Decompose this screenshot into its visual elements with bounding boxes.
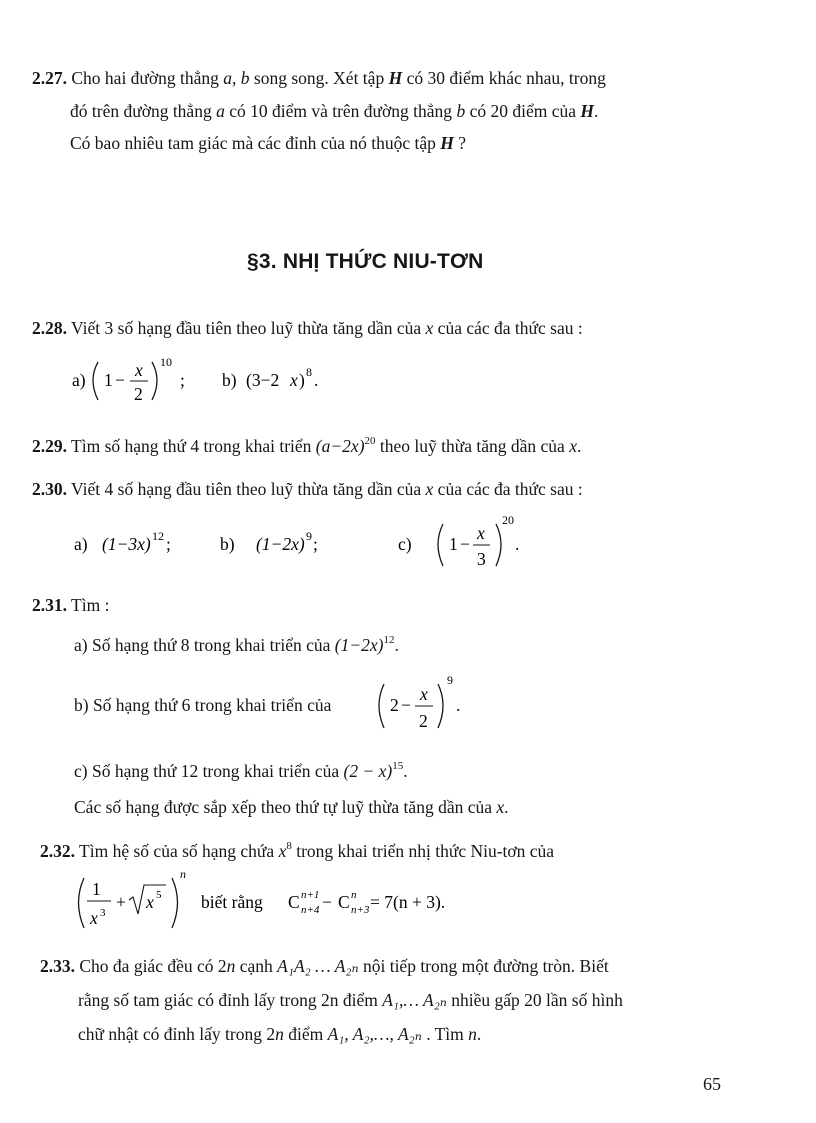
section-title: §3. NHỊ THỨC NIU-TƠN — [247, 250, 484, 273]
expression: (a−2x) — [315, 436, 365, 456]
paren-close: ) — [299, 370, 305, 390]
paren-left — [79, 878, 85, 928]
fraction-numerator: 1 — [92, 879, 101, 899]
label-a: a) — [72, 370, 86, 390]
page-number: 65 — [703, 1074, 721, 1094]
problem-2-27-line-1: 2.27. Cho hai đường thẳng a, b song song. Xét tập H có 30 điểm khác nhau, trong — [32, 68, 606, 88]
problem-2-30-formulas — [60, 508, 540, 574]
label-a: a) — [74, 534, 88, 554]
exponent: 20 — [502, 513, 514, 527]
term-two: 2 — [390, 695, 399, 715]
polygon-name: A₁A₂ … A₂ₙ — [277, 956, 359, 976]
minus-sign: − — [460, 534, 470, 554]
label-b: b) — [220, 534, 235, 554]
problem-2-32-line-1: 2.32. Tìm hệ số của số hạng chứa $x^8$ trong khai triển nhị thức Niu-tơn của — [40, 840, 555, 861]
fraction-numerator: x — [420, 684, 428, 704]
problem-2-31-item-c: c) Số hạng thứ 12 trong khai triển của $(2 - x)^{15}$. — [74, 760, 408, 781]
separator: ; — [313, 534, 318, 554]
given-text: biết rằng — [201, 892, 263, 912]
problem-2-33-line-3: chữ nhật có đỉnh lấy trong 2n điểm A₁, A₂,…, A₂ₙ . Tìm n. — [78, 1024, 482, 1044]
exponent: 9 — [447, 673, 453, 687]
problem-number: 2.33. — [40, 956, 75, 976]
expr-a: (1−3x) — [102, 534, 151, 554]
radicand-exponent: 5 — [156, 889, 162, 901]
binomial-C1-sup: n+1 — [301, 889, 320, 901]
problem-2-29-line: 2.29. Tìm số hạng thứ 4 trong khai triển $(a-2x)^{20}$ theo luỹ thừa tăng dần của x. — [32, 435, 582, 456]
label-c: c) — [398, 534, 412, 554]
outer-exponent: n — [180, 867, 186, 881]
problem-2-27-line-2: đó trên đường thẳng a có 10 điểm và trên đường thẳng b có 20 điểm của H. — [70, 101, 599, 121]
binomial-C2-sup: n — [351, 889, 357, 901]
paren-right — [438, 684, 443, 728]
problem-2-31-item-b-formula — [372, 670, 482, 736]
period: . — [515, 534, 520, 554]
problem-2-31-title: 2.31. Tìm : — [32, 595, 110, 615]
minus-sign: − — [115, 370, 125, 390]
period: . — [456, 695, 461, 715]
problem-number: 2.31. — [32, 595, 67, 615]
problem-2-31-item-b-text: b) Số hạng thứ 6 trong khai triển của — [74, 695, 332, 715]
minus-sign: − — [401, 695, 411, 715]
binomial-C2-sub: n+3 — [351, 904, 370, 916]
fraction-denominator: 3 — [477, 549, 486, 569]
binomial-C1: C — [288, 892, 300, 912]
minus-sign: − — [322, 892, 332, 912]
label-b: b) — [222, 370, 237, 390]
paren-right — [496, 524, 501, 566]
exponent: 9 — [306, 529, 312, 543]
term-one: 1 — [104, 370, 113, 390]
paren-right — [152, 362, 157, 400]
exponent: 10 — [160, 355, 172, 369]
problem-2-27-line-3: Có bao nhiêu tam giác mà các đỉnh của nó thuộc tập H ? — [70, 133, 467, 153]
separator: ; — [180, 370, 185, 390]
paren-left — [379, 684, 384, 728]
problem-2-33-line-2: rằng số tam giác có đỉnh lấy trong 2n điểm A₁,… A₂ₙ nhiều gấp 20 lần số hình — [78, 990, 623, 1010]
fraction-denominator-base: x — [90, 908, 98, 928]
paren-left — [438, 524, 443, 566]
expr-b: (1−2x) — [256, 534, 305, 554]
expr-b-base: (3−2 — [246, 370, 280, 390]
exponent: 8 — [306, 365, 312, 379]
problem-2-28-line: 2.28. Viết 3 số hạng đầu tiên theo luỹ thừa tăng dần của x của các đa thức sau : — [32, 318, 583, 338]
fraction-denominator-exponent: 3 — [100, 907, 106, 919]
problem-2-28-formulas — [60, 348, 360, 412]
equation-rhs: = 7(n + 3). — [370, 892, 446, 912]
problem-2-33-line-1: 2.33. Cho đa giác đều có 2n cạnh A₁A₂ … A₂ₙ nội tiếp trong một đường tròn. Biết — [40, 956, 609, 976]
fraction-numerator: x — [135, 360, 143, 380]
separator: ; — [166, 534, 171, 554]
problem-2-31-item-a: a) Số hạng thứ 8 trong khai triển của $(1-2x)^{12}$. — [74, 634, 399, 655]
fraction-denominator: 2 — [134, 384, 143, 404]
problem-number: 2.27. — [32, 68, 67, 88]
term-one: 1 — [449, 534, 458, 554]
problem-number: 2.30. — [32, 479, 67, 499]
fraction-numerator: x — [477, 523, 485, 543]
plus-sign: + — [116, 892, 126, 912]
problem-number: 2.28. — [32, 318, 67, 338]
var-x: x — [290, 370, 298, 390]
period: . — [314, 370, 319, 390]
binomial-C2: C — [338, 892, 350, 912]
problem-number: 2.32. — [40, 841, 75, 861]
problem-2-31-note: Các số hạng được sắp xếp theo thứ tự luỹ thừa tăng dần của x. — [74, 797, 509, 817]
problem-2-30-line: 2.30. Viết 4 số hạng đầu tiên theo luỹ thừa tăng dần của x của các đa thức sau : — [32, 479, 583, 499]
problem-2-32-formula — [70, 866, 510, 938]
radicand-base: x — [146, 892, 154, 912]
problem-number: 2.29. — [32, 436, 67, 456]
binomial-C1-sub: n+4 — [301, 904, 320, 916]
paren-right — [172, 878, 178, 928]
exponent: 12 — [152, 529, 164, 543]
paren-left — [93, 362, 98, 400]
fraction-denominator: 2 — [419, 711, 428, 731]
